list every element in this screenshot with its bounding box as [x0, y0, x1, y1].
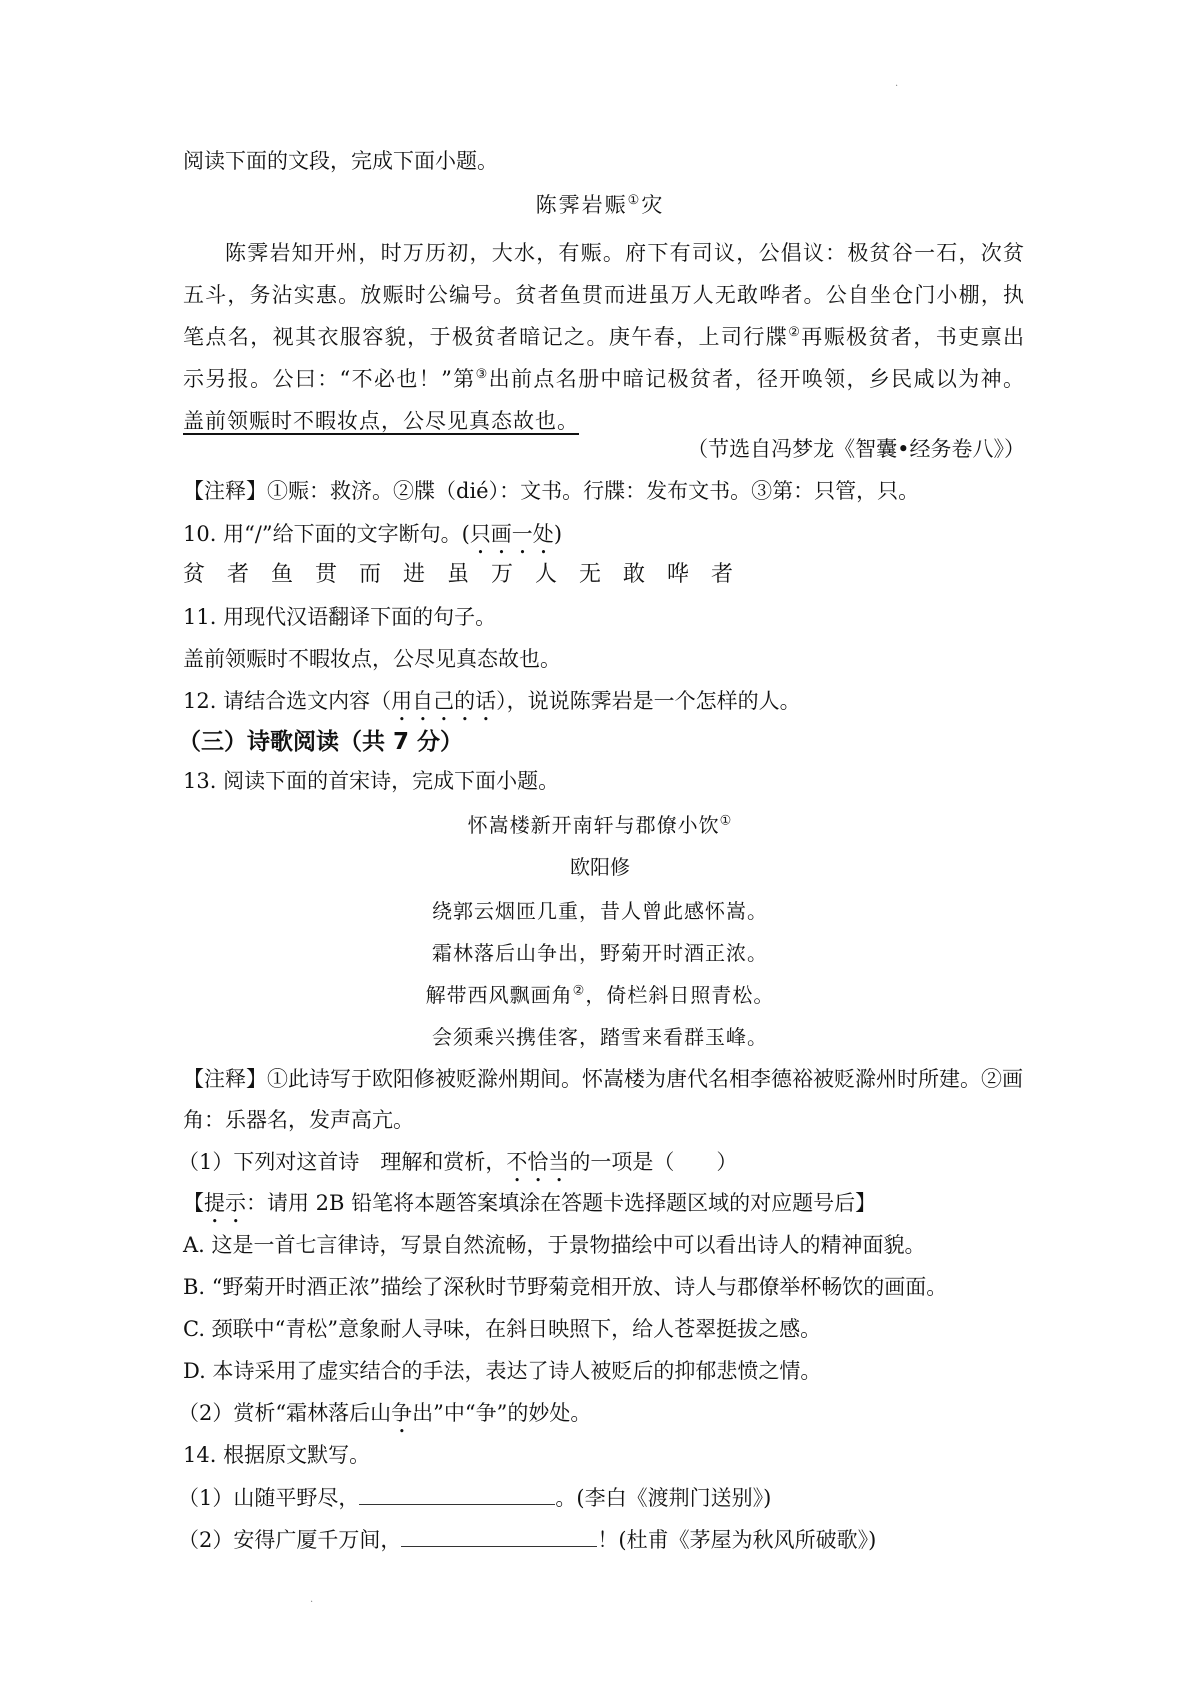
- passage-text: 再赈极贫者，书吏禀出示另报。公曰：“不必也！”第: [183, 325, 1026, 391]
- footnote-marker: ③: [475, 367, 489, 382]
- poem-notes-2: 角：乐器名，发声高亢。: [183, 1108, 414, 1132]
- scan-mark: .: [895, 78, 899, 89]
- question-text: 出”中“争”的妙处。: [412, 1401, 592, 1425]
- poem-notes-1: 【注释】①此诗写于欧阳修被贬滁州期间。怀嵩楼为唐代名相李德裕被贬滁州时所建。②画: [183, 1067, 1023, 1091]
- question-14: 14. 根据原文默写。: [183, 1443, 371, 1467]
- char-cell[interactable]: 者: [227, 562, 250, 587]
- q11-sentence: 盖前领赈时不暇妆点，公尽见真态故也。: [183, 647, 561, 671]
- q10-characters: [183, 560, 755, 590]
- char-cell[interactable]: 人: [535, 562, 558, 587]
- question-10: [183, 519, 562, 559]
- char-cell[interactable]: 万: [491, 562, 514, 587]
- scan-mark: .: [310, 1594, 314, 1605]
- section-heading-3: （三）诗歌阅读（共 7 分）: [178, 729, 464, 755]
- emphasis-text: 提示: [204, 1191, 246, 1215]
- question-12: [183, 686, 801, 726]
- footnote-marker: ②: [572, 983, 586, 999]
- passage-text: 出前点名册中暗记极贫者，径开唤领，乡民咸以为神。: [488, 367, 1025, 391]
- passage-body: [183, 232, 1025, 442]
- char-cell[interactable]: 贫: [183, 562, 206, 587]
- poem-line-text: 解带西风飘画角: [425, 983, 573, 1007]
- option-a[interactable]: A. 这是一首七言律诗，写景自然流畅，于景物描绘中可以看出诗人的精神面貌。: [183, 1233, 926, 1257]
- emphasis-text: 用自己的话: [391, 689, 497, 713]
- question-text: 10. 用“/”给下面的文字断句。(: [183, 522, 470, 546]
- intro-text: 阅读下面的文段，完成下面小题。: [183, 149, 498, 173]
- char-cell[interactable]: 虽: [447, 562, 470, 587]
- passage-text: 陈霁岩知开州，时万历初，大水，有赈。府下有司议，公倡议：极贫谷一石，次贫五斗，务沾实惠。放赈时公编号。贫者鱼贯而进虽万人无敢哗者。公自坐仓门小棚，执笔点名，视其衣服容貌，于极贫者暗记之。庚午春，上司行牒: [183, 241, 1025, 349]
- recitation-text: （1）山随平野尽，: [178, 1486, 360, 1510]
- question-text: ），说说陈霁岩是一个怎样的人。: [496, 689, 801, 713]
- poem-title: [0, 810, 1200, 840]
- recitation-item-2: [178, 1524, 876, 1555]
- question-text: 的一项是（ ）: [569, 1150, 738, 1174]
- char-cell[interactable]: 敢: [623, 562, 646, 587]
- option-c[interactable]: C. 颈联中“青松”意象耐人寻味，在斜日映照下，给人苍翠挺拔之感。: [183, 1317, 822, 1341]
- emphasis-text: 只画一处: [469, 522, 554, 546]
- question-text: 12. 请结合选文内容（: [183, 689, 392, 713]
- char-cell[interactable]: 哗: [667, 562, 690, 587]
- option-d[interactable]: D. 本诗采用了虚实结合的手法，表达了诗人被贬后的抑郁悲愤之情。: [183, 1359, 822, 1383]
- char-cell[interactable]: 进: [403, 562, 426, 587]
- option-b[interactable]: B. “野菊开时酒正浓”描绘了深秋时节野菊竞相开放、诗人与郡僚举杯畅饮的画面。: [183, 1275, 948, 1299]
- hint-text: ：请用 2B 铅笔将本题答案填涂在答题卡选择题区域的对应题号后】: [246, 1191, 877, 1215]
- char-cell[interactable]: 贯: [315, 562, 338, 587]
- passage-notes: 【注释】①赈：救济。②牒（dié）：文书。行牒：发布文书。③第：只管，只。: [183, 479, 920, 503]
- poem-line: 霜林落后山争出，野菊开时酒正浓。: [432, 941, 768, 965]
- recitation-item-1: [178, 1482, 771, 1513]
- emphasis-text: 争: [391, 1401, 413, 1425]
- passage-source: （节选自冯梦龙《智囊•经务卷八》）: [687, 437, 1025, 461]
- answer-blank[interactable]: [359, 1482, 555, 1505]
- passage-title-text: 灾: [641, 193, 665, 217]
- question-text: （2）赏析“霜林落后山: [178, 1401, 392, 1425]
- poem-line: [0, 980, 1200, 1010]
- poem-author: 欧阳修: [570, 855, 630, 879]
- subquestion-2: [178, 1398, 591, 1438]
- recitation-text: （2）安得广厦千万间，: [178, 1528, 402, 1552]
- footnote-marker: ①: [719, 813, 733, 829]
- char-cell[interactable]: 鱼: [271, 562, 294, 587]
- recitation-text: 。(李白《渡荆门送别》): [555, 1486, 772, 1510]
- char-cell[interactable]: 无: [579, 562, 602, 587]
- question-text: （1）下列对这首诗 理解和赏析，: [178, 1150, 507, 1174]
- poem-title-text: 怀嵩楼新开南轩与郡僚小饮: [467, 813, 720, 837]
- question-11: 11. 用现代汉语翻译下面的句子。: [183, 605, 497, 629]
- emphasis-text: 不恰当: [506, 1150, 570, 1174]
- char-cell[interactable]: 而: [359, 562, 382, 587]
- question-13: 13. 阅读下面的首宋诗，完成下面小题。: [183, 769, 560, 793]
- poem-line: 会须乘兴携佳客，踏雪来看群玉峰。: [432, 1025, 768, 1049]
- subquestion-1: [178, 1147, 737, 1187]
- recitation-text: ！(杜甫《茅屋为秋风所破歌》): [597, 1528, 877, 1552]
- question-text: ): [553, 522, 563, 546]
- footnote-marker: ②: [788, 325, 802, 340]
- answer-blank[interactable]: [401, 1524, 597, 1547]
- poem-line: 绕郭云烟匝几重，昔人曾此感怀嵩。: [432, 899, 768, 923]
- footnote-marker: ①: [627, 193, 642, 208]
- poem-line-text: ，倚栏斜日照青松。: [585, 983, 775, 1007]
- char-cell[interactable]: 者: [711, 562, 734, 587]
- underlined-sentence: 盖前领赈时不暇妆点，公尽见真态故也。: [183, 409, 579, 433]
- answer-hint: [183, 1188, 876, 1228]
- passage-title: [0, 190, 1200, 220]
- hint-text: 【: [183, 1191, 204, 1215]
- passage-title-text: 陈霁岩赈: [535, 193, 628, 217]
